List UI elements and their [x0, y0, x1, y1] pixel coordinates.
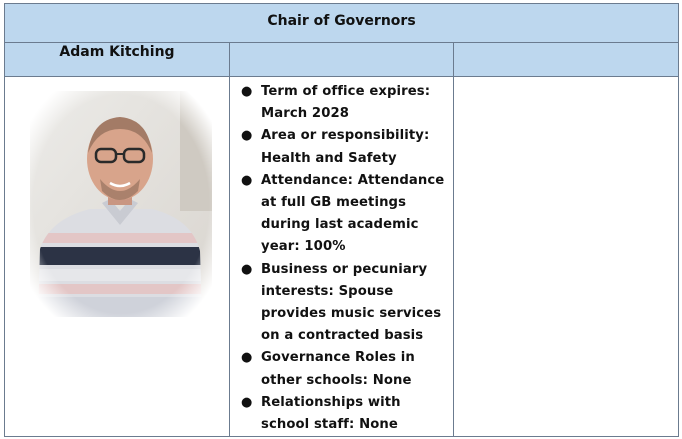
bullet-icon: ●	[241, 172, 253, 188]
info-attendance	[234, 170, 449, 259]
details-row	[5, 77, 679, 437]
info-text: Governance Roles in other schools: None	[261, 350, 415, 388]
bullet-icon: ●	[241, 128, 253, 144]
governor-table	[4, 3, 679, 437]
info-cell	[230, 77, 454, 437]
bullet-icon: ●	[241, 261, 253, 277]
info-text: Area or responsibility: Health and Safety	[261, 128, 430, 166]
governor-name: Adam Kitching	[5, 43, 230, 77]
name-row	[5, 43, 679, 77]
empty-details-cell	[454, 77, 679, 437]
empty-header-cell	[230, 43, 454, 77]
title-row	[5, 4, 679, 43]
info-area-of-responsibility	[234, 125, 449, 169]
bullet-icon: ●	[241, 394, 253, 410]
info-list	[234, 81, 449, 436]
empty-header-cell	[454, 43, 679, 77]
photo-cell	[5, 77, 230, 437]
info-term-of-office	[234, 81, 449, 125]
governor-photo	[30, 91, 212, 317]
info-text: Business or pecuniary interests: Spouse provides music services on a contracted basis	[261, 261, 442, 344]
table-title: Chair of Governors	[5, 4, 679, 43]
info-governance-roles	[234, 347, 449, 391]
bullet-icon: ●	[241, 84, 253, 99]
info-business-interests	[234, 259, 449, 348]
info-text: Attendance: Attendance at full GB meetings during last academic year: 100%	[261, 172, 445, 255]
info-text: Term of office expires: March 2028	[261, 84, 431, 122]
info-text: Relationships with school staff: None	[261, 394, 401, 433]
bullet-icon: ●	[241, 350, 253, 366]
info-relationships	[234, 392, 449, 436]
